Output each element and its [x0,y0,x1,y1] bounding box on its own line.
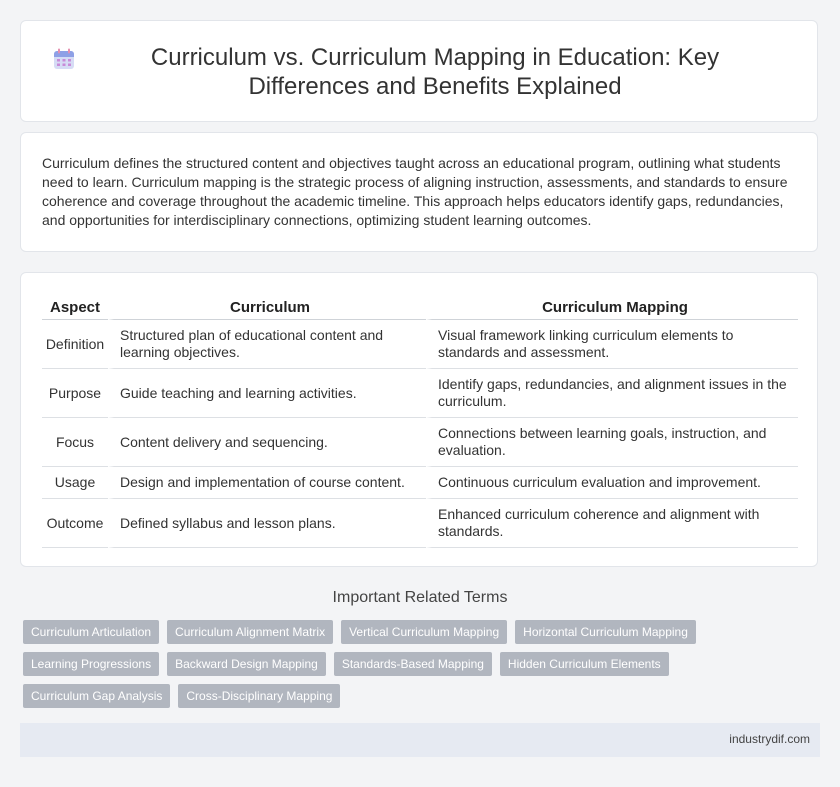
footer [20,723,820,757]
table-row [42,418,798,467]
row-mapping: Visual framework linking curriculum elements to standards and assessment. [426,320,798,369]
related-term-tag[interactable]: Curriculum Articulation [23,620,159,644]
table-header-row [42,296,798,320]
row-aspect: Usage [42,467,108,499]
row-aspect: Focus [42,418,108,467]
table-row [42,369,798,418]
intro-card [20,132,818,252]
row-mapping: Connections between learning goals, instruction, and evaluation. [426,418,798,467]
table-row [42,467,798,499]
row-curriculum: Guide teaching and learning activities. [108,369,426,418]
related-terms-title: Important Related Terms [332,589,508,606]
related-terms-list [23,620,823,708]
related-term-tag[interactable]: Curriculum Gap Analysis [23,684,170,708]
comparison-card [20,272,818,567]
comparison-table [42,296,798,548]
row-curriculum: Defined syllabus and lesson plans. [108,499,426,548]
related-term-tag[interactable]: Standards-Based Mapping [334,652,492,676]
header-curriculum: Curriculum [108,296,426,320]
table-row [42,320,798,369]
row-curriculum: Content delivery and sequencing. [108,418,426,467]
header-curriculum-mapping: Curriculum Mapping [426,296,798,320]
related-term-tag[interactable]: Vertical Curriculum Mapping [341,620,507,644]
related-term-tag[interactable]: Hidden Curriculum Elements [500,652,669,676]
row-mapping: Identify gaps, redundancies, and alignment issues in the curriculum. [426,369,798,418]
row-aspect: Purpose [42,369,108,418]
intro-paragraph: Curriculum defines the structured content and objectives taught across an educational program, outlining what students need to learn. Curriculum mapping is the strategic process of aligning instruction, assessments, and standards to ensure coherence and coverage throughout the academic timeline. This approach helps educators identify gaps, redundancies, and opportunities for interdisciplinary connections, optimizing student learning outcomes. [42,155,788,228]
row-aspect: Definition [42,320,108,369]
row-aspect: Outcome [42,499,108,548]
title-card [20,20,818,122]
related-term-tag[interactable]: Learning Progressions [23,652,159,676]
page-title: Curriculum vs. Curriculum Mapping in Education: Key Differences and Benefits Explained [150,44,720,100]
row-mapping: Continuous curriculum evaluation and improvement. [426,467,798,499]
header-aspect: Aspect [42,296,108,320]
row-curriculum: Design and implementation of course content. [108,467,426,499]
related-term-tag[interactable]: Backward Design Mapping [167,652,326,676]
row-curriculum: Structured plan of educational content and learning objectives. [108,320,426,369]
footer-site-link[interactable]: industrydif.com [729,732,810,746]
table-row [42,499,798,548]
related-term-tag[interactable]: Cross-Disciplinary Mapping [178,684,340,708]
row-mapping: Enhanced curriculum coherence and alignment with standards. [426,499,798,548]
related-term-tag[interactable]: Horizontal Curriculum Mapping [515,620,696,644]
related-term-tag[interactable]: Curriculum Alignment Matrix [167,620,333,644]
